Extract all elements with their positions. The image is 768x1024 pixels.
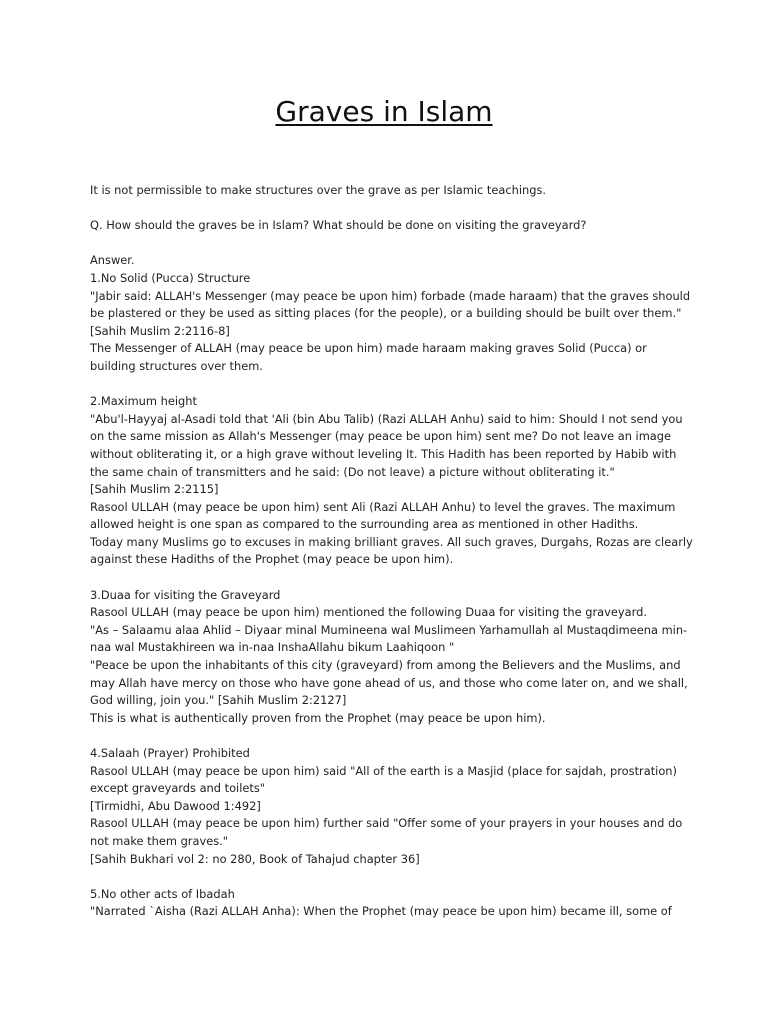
text-line: "Peace be upon the inhabitants of this city (graveyard) from among the Believers and the Muslims, and xyxy=(90,658,681,673)
text-line: Rasool ULLAH (may peace be upon him) sent Ali (Razi ALLAH Anhu) to level the graves. The maximum xyxy=(90,499,676,514)
section-heading: 3.Duaa for visiting the Graveyard xyxy=(90,587,281,602)
text-line: Rasool ULLAH (may peace be upon him) mentioned the following Duaa for visiting the graveyard. xyxy=(90,605,647,620)
text-line: [Sahih Muslim 2:2115] xyxy=(90,482,219,497)
text-line: allowed height is one span as compared to the surrounding area as mentioned in other Hadiths. xyxy=(90,517,639,532)
text-line: naa wal Mustakhireen wa in-naa InshaAllahu bikum Laahiqoon " xyxy=(90,640,455,655)
sections-container xyxy=(90,252,693,921)
section-block xyxy=(90,745,690,868)
question-paragraph: Q. How should the graves be in Islam? What should be done on visiting the graveyard? xyxy=(90,218,587,233)
intro-paragraph: It is not permissible to make structures over the grave as per Islamic teachings. xyxy=(90,183,547,197)
text-line: God willing, join you." [Sahih Muslim 2:2127] xyxy=(90,693,347,708)
text-line: "Jabir said: ALLAH's Messenger (may peace be upon him) forbade (made haraam) that the graves should xyxy=(90,288,691,303)
text-line: This is what is authentically proven from the Prophet (may peace be upon him). xyxy=(90,710,546,725)
section-heading: 2.Maximum height xyxy=(90,394,197,409)
text-line: on the same mission as Allah's Messenger (may peace be upon him) sent me? Do not leave an image xyxy=(90,429,672,444)
section-block xyxy=(90,587,690,728)
text-line: "Abu'l-Hayyaj al-Asadi told that 'Ali (bin Abu Talib) (Razi ALLAH Anhu) said to him: Should I not send you xyxy=(90,411,683,426)
document-body xyxy=(90,182,693,939)
text-line: Today many Muslims go to excuses in making brilliant graves. All such graves, Durgahs, Rozas are clearly xyxy=(90,534,693,549)
text-line: building structures over them. xyxy=(90,358,263,373)
text-line: be plastered or they be used as sitting places (for the people), or a building should be built over them." xyxy=(90,306,682,321)
section-heading: 5.No other acts of Ibadah xyxy=(90,886,235,901)
text-line: The Messenger of ALLAH (may peace be upon him) made haraam making graves Solid (Pucca) or xyxy=(90,341,647,356)
text-line: "As – Salaamu alaa Ahlid – Diyaar minal Mumineena wal Muslimeen Yarhamullah al Mustaqdimeena min- xyxy=(90,622,688,637)
text-line: may Allah have mercy on those who have gone ahead of us, and those who come later on, and we shall, xyxy=(90,675,688,690)
section-heading: 4.Salaah (Prayer) Prohibited xyxy=(90,746,250,760)
text-line: Rasool ULLAH (may peace be upon him) further said "Offer some of your prayers in your houses and do xyxy=(90,816,683,831)
text-line: the same chain of transmitters and he said: (Do not leave) a picture without obliterating it." xyxy=(90,464,615,479)
section-block xyxy=(90,252,690,375)
document-title: Graves in Islam xyxy=(275,95,493,128)
text-line: 1.No Solid (Pucca) Structure xyxy=(90,270,251,285)
text-line: except graveyards and toilets" xyxy=(90,781,266,796)
text-line: [Sahih Bukhari vol 2: no 280, Book of Tahajud chapter 36] xyxy=(90,851,420,866)
text-line: against these Hadiths of the Prophet (may peace be upon him). xyxy=(90,552,454,567)
text-line: Answer. xyxy=(90,253,135,268)
text-line: [Sahih Muslim 2:2116-8] xyxy=(90,323,230,338)
text-line: Rasool ULLAH (may peace be upon him) said "All of the earth is a Masjid (place for sajdah, prostration) xyxy=(90,763,677,778)
text-line: "Narrated `Aisha (Razi ALLAH Anha): When the Prophet (may peace be upon him) became ill, some of xyxy=(90,904,672,919)
section-block xyxy=(90,393,693,569)
text-line: without obliterating it, or a high grave without leveling It. This Hadith has been reported by Habib with xyxy=(90,446,677,461)
text-line: [Tirmidhi, Abu Dawood 1:492] xyxy=(90,798,261,813)
section-block xyxy=(90,886,690,921)
text-line: not make them graves." xyxy=(90,833,229,848)
